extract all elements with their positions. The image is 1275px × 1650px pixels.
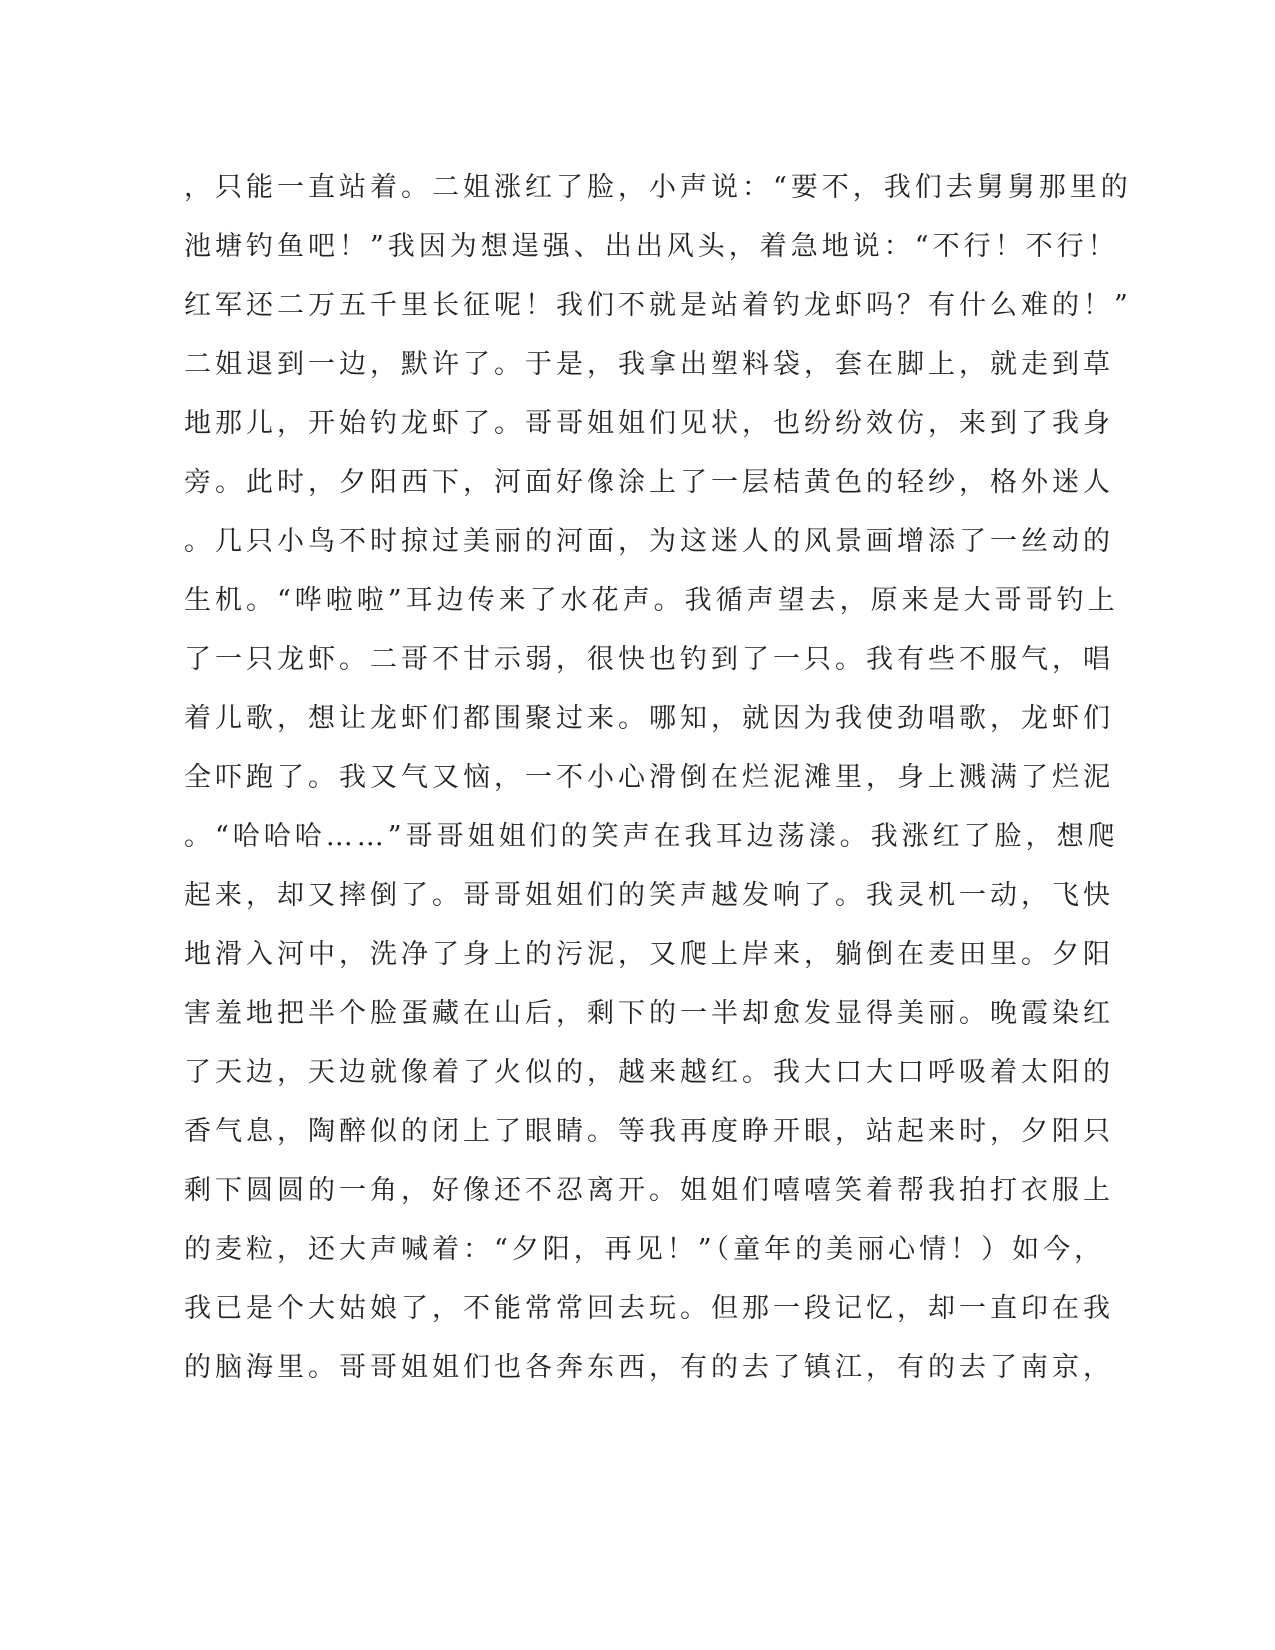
text-line: 了一只龙虾。二哥不甘示弱，很快也钓到了一只。我有些不服气，唱 [184, 644, 1114, 675]
text-line: 。“哈哈哈……”哥哥姐姐们的笑声在我耳边荡漾。我涨红了脸，想爬 [184, 821, 1119, 852]
text-line: 。几只小鸟不时掠过美丽的河面，为这迷人的风景画增添了一丝动的 [184, 526, 1114, 557]
text-line: 起来，却又摔倒了。哥哥姐姐们的笑声越发响了。我灵机一动，飞快 [184, 880, 1114, 911]
text-line: 香气息，陶醉似的闭上了眼睛。等我再度睁开眼，站起来时，夕阳只 [184, 1116, 1114, 1147]
text-line: ，只能一直站着。二姐涨红了脸，小声说：“要不，我们去舅舅那里的 [184, 172, 1132, 203]
text-line: 着儿歌，想让龙虾们都围聚过来。哪知，就因为我使劲唱歌，龙虾们 [184, 703, 1114, 734]
text-line: 地滑入河中，洗净了身上的污泥，又爬上岸来，躺倒在麦田里。夕阳 [184, 939, 1114, 970]
text-line: 的麦粒，还大声喊着：“夕阳，再见！”（童年的美丽心情！）如今， [184, 1234, 1106, 1265]
text-line: 红军还二万五千里长征呢！我们不就是站着钓龙虾吗？有什么难的！” [184, 290, 1132, 321]
text-line: 生机。“哗啦啦”耳边传来了水花声。我循声望去，原来是大哥哥钓上 [184, 585, 1119, 616]
text-line: 二姐退到一边，默许了。于是，我拿出塑料袋，套在脚上，就走到草 [184, 349, 1114, 380]
text-line: 害羞地把半个脸蛋藏在山后，剩下的一半却愈发显得美丽。晚霞染红 [184, 998, 1114, 1029]
text-line: 我已是个大姑娘了，不能常常回去玩。但那一段记忆，却一直印在我 [184, 1293, 1114, 1324]
text-line: 全吓跑了。我又气又恼，一不小心滑倒在烂泥滩里，身上溅满了烂泥 [184, 762, 1114, 793]
body-text [184, 158, 1132, 1397]
text-line: 了天边，天边就像着了火似的，越来越红。我大口大口呼吸着太阳的 [184, 1057, 1114, 1088]
text-line: 剩下圆圆的一角，好像还不忍离开。姐姐们嘻嘻笑着帮我拍打衣服上 [184, 1175, 1114, 1206]
text-line: 池塘钓鱼吧！”我因为想逞强、出出风头，着急地说：“不行！不行！ [184, 231, 1119, 262]
text-line: 旁。此时，夕阳西下，河面好像涂上了一层桔黄色的轻纱，格外迷人 [184, 467, 1114, 498]
text-line: 的脑海里。哥哥姐姐们也各奔东西，有的去了镇江，有的去了南京， [184, 1352, 1114, 1383]
text-line: 地那儿，开始钓龙虾了。哥哥姐姐们见状，也纷纷效仿，来到了我身 [184, 408, 1114, 439]
